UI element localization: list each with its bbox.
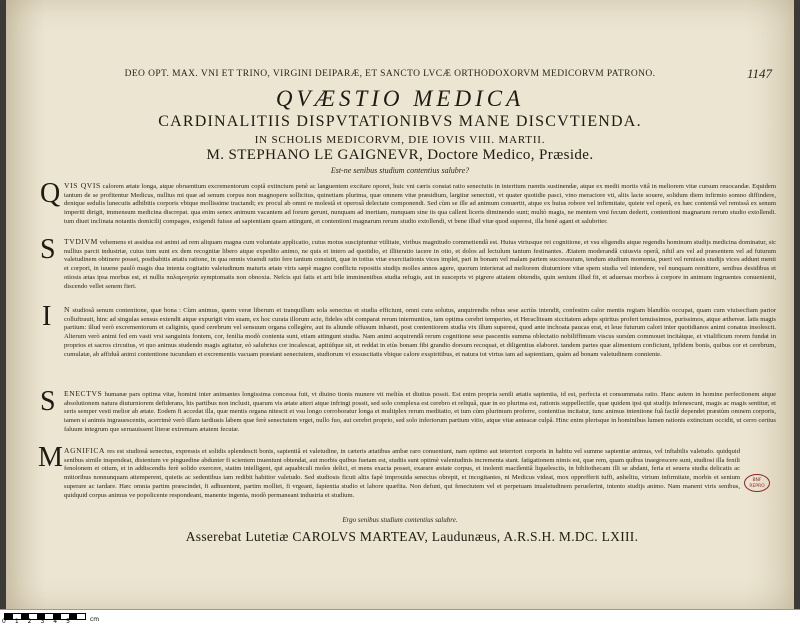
paragraph-1: [64, 182, 776, 242]
drop-cap-i: I: [42, 301, 52, 332]
paragraph-2-text: vehemens et assidua est animi ad rem aliquam magna cum voluntate applicatio, cuius motus suscipiuntur vtilitate, viribus magnitudo commetiendâ est. Huius vtriusque rei cognitione, et vsu eligendis atque regendis hominum studijs medicina dominatur, sic nullius parcit industriæ, cuius tum sunt ex dem recognitæ libero atque expedito animo, ne quis et intero ad quotidio, et illiteratio iacere in otio, et dolos ad lectulum tantum festinantes. Ætatem moderandâ cuiusvis operâ, nihil ars vel ad præsentem vel ad futurum valetudinem obtinere posset, postbabitis ætatis ratione, in qua omnis viuendi ratio fere tantum consistit, quæ in totius vitæ exercitationis vices implet, pari in bonam vel malam partem successuram, tendum studium momenta, pueri vel remissis studijs vices addunt menti et corpori, in iuuene paulò magis dua intenta cogitatio valetudinum maturis ætate viris sæpè magno conflictu repositis studijs molles annos agere, quorum interierat ad meliorem diuturniore vitæ spem studia vel intendere, vel nunquam remittere, senibus desidibus et otiosis ætas ipsa morbus est, et nullis παλαμνησία symptomatis non obnoxia. Nefcis qui fatis et arti bile imminentibus studia refugis, aut in suscepris vt pigrere attatem obtendis, quin senium illud fit, et aduersas morbos à corpore in animum ingruentes conuenienti, discendo vellet senem fieri.: [64, 239, 776, 290]
paragraph-4-first-word: ENECTVS: [64, 390, 103, 398]
school-line: IN SCHOLIS MEDICORVM, DIE IOVIS VIII. MARTII.: [254, 134, 546, 146]
page-number: 1147: [746, 66, 772, 81]
paragraph-3-first-word: N: [64, 306, 71, 314]
ruler-ticks: 012345: [2, 618, 79, 625]
paragraph-5: [64, 447, 740, 509]
main-title: QVÆSTIO MEDICA: [275, 86, 525, 111]
conclusion-line: Ergo senibus studium contentius salubre.: [342, 516, 458, 524]
drop-cap-s: S: [40, 234, 56, 265]
paragraph-1-text: calorem ætate longa, atque obruentium excrementorum copiâ extinctum penè ac languentem excitare oporet, huic vni cæris constat ratio senectutis in interitum ruentis sustinendæ, atque ex medii mortis vitâ in meliorem vitæ cursum reuocandæ. Equidem tantum de se profitentur Medicus, nullius mi quæ ad senum corpus non magnopere sollicitus, quinetiam plurima, quæ omnem vitæ præsidium, largitur senectuti, vt quater quotidie pasci, vino meraciore vti, aliis lacte souere, solidum diem infirmio somno diffindere, denique sedulis lunecutis adhibitis corporis vbique mollissime tractandi; ex procul ab omni re molestâ et operosâ delectate componendi. Sed cùm se ille ad animum conuertit, atque ex huius robore vel infirmitate, quiete vel operâ, ex hæc contentâ vel remissâ ex senum imperiti dirigit, immensum medicina discrepat. qua enim senex animum vacantem ad forum gerunt, nunquam ad inertiam, nunquam sine iis qua callent liceris diminendo sunt; multò magis, ne mentem vmi fecum dederit, contentioni magnarum rerum studio extollendi. tum diuet inclinata notantis domicilij compages, exigendi fuisse ad sapientiam quam attingunt, et contentioni magnarum rerum studio extollendi, vt bene illud vitæ quod superest, illa benè agant et salubriter.: [64, 183, 776, 225]
praeses-line: M. STEPHANO LE GAIGNEVR, Doctore Medico, Præside.: [206, 147, 594, 163]
paragraph-3-text: studiosâ senum contentione, quæ bona : Cùm animus, quem veræ liberum et tranquillum sola senectus et studia efficiunt, omni cura solutus, anquirendis rebus sese acriùs intendit, confestim calor mentis regiam blandiùs occupat, quam cum viuisecfiam parior colluftrauit, hinc ad singulas sensus extendit atque expurigit vim suam, ex hoc curata illorum acie, fideles sibi comparat rerum internuntios, tam optima cerebri temperies, et Heracliteam siccitatem adeps spiritus profert tenuissimos, purissimos, atque æthereæ. latis magis partium: illud verò excrementorum et caliginis, quod cerebrum vel sensuum organa collegère, aut iis aliunde offusum inhæsit, post contentiorem studia vix illum superest, quod ante inchoata paucas erat, et leue futurum calori inter quotidianos animi conatus insolescit. Alterum verò animi fed em vasti vrsi sanguinis fontem, cor, fenilia modò contenta sunt, etiam attingunt studia. Nam animi acquirendâ rerum cognitione sese pascentis summa oblectatio nobiliffimum viscus sursùm commouet incitátque, et vitalificum rorem fundat in proprios et sacros circuitus, vt quo animus studendo magis agitatur, eò salubrius cor incalescat, aptiúfque sit, et reddat in eiùs bonam fibi grandio dorsum recoquat, et diligentius elaboret. tandem partes quæ alimentum conficiunt, ipfidem bonis, quibus cor et cerebrum, cumulatæ, ab affiduâ animi contentione iucundam et excrementis vacuam præstant senectutem, studiorum vi exsuscitatis vbique calore exspiritibus, et natura tot virtus iam ad sapientiam, quàm ad bonam valetudinem conniente.: [64, 307, 776, 358]
paragraph-2: [64, 238, 776, 298]
question-line: Est-ne senibus studium contentius salubre?: [330, 166, 470, 175]
imprint-line: Asserebat Lutetiæ CAROLVS MARTEAV, Laudunæus, A.R.S.H. M.DC. LXIII.: [185, 529, 639, 544]
drop-cap-m: M: [38, 442, 63, 473]
library-stamp: BNF REPRO: [744, 474, 770, 492]
paragraph-4: [64, 390, 776, 442]
document-page: [6, 0, 794, 610]
paragraph-5-text: res est studiosâ senectus, expressis et solidis splendescit bonis, sapientiâ et valetudine, in cæteris ætatibus ambæ raro conueniunt, nam optimo aut teterriori corporis in habitu vel summe sapientiæ animus, vel inftabilis valetudo. quidquid senibus simile inspendeat, distentum ve pinguedine abdunter fi scientem inueniunt obtendat, aut morbis quibus fuetam est, studiis sunt optimè valentudinis incrementa stant. fatigationem nimis est, quæ rem, quam quibus inaegrescere sunt, studiosi illa fenili fenolonem et otium, et in addiscendis ferè solido exercere, statim intelligent, qui aquabiculi moles delici, et mens exacta posset, exarare æstate corpus, et inolenti macilentiâ liquelesciis, in bibliothecam illi se abdant, feria et seuera studia delicatis ac mitioribus nonnunquam attemperent, quietis ac sedentibus iam redibit habitior valetudo. Sed studiosis ficuti altis fapè improuida senectus obrepit, et incogitantes, ni Medicus videat, mox opprefferit tuffi, anhelitu, virium infirmitate, morbis et senium superare ac tardare. Hæc omnia partim præscindet, fi adhuentent, partim molliet, fi vrgeant, fapientia studio et labore quæfita. Non defunt, qui fenectutem vel et perpetuam inualetudinem peruelerint, intento studijs animo. Nam manent viris senibus, quidquid corpus animus ve popolicente respondeant, manente ingenia, modò permaneant industria et studium.: [64, 448, 740, 499]
scale-ruler: [0, 609, 800, 626]
paragraph-1-first-word: VIS QVIS: [64, 182, 101, 190]
drop-cap-q: Q: [40, 178, 61, 209]
paragraph-2-first-word: TVDIVM: [64, 238, 98, 246]
subtitle: CARDINALITIIS DISPVTATIONIBVS MANE DISCVTIENDA.: [158, 113, 642, 130]
ruler-unit-label: cm: [90, 616, 100, 623]
dedication-line: DEO OPT. MAX. VNI ET TRINO, VIRGINI DEIPARÆ, ET SANCTO LVCÆ ORTHODOXORVM MEDICORVM PATRONO.: [124, 69, 656, 79]
paragraph-4-text: humanæ pars optima vitæ, homini inter animantes longissima concessa fuit, vt diuino tionis munere vti meliùs et diutius possit. Est enim propria senili ætatis sapientia, id est, perfecta et consummata ratio. Hanc autem in homine perfectionem atque absolutionem natura diuturniorem defiderans, his partibus non inclusit, quarum vis ætate atteri atque infringi possit, sed solo complexa est cerebro et reliquâ, quæ in eo plurima est, rationis suppellectile, quæ quidem ipsi qui studijs infenescunt, magis ac magis sentitur, et seris semper vesti melior ab ætate. Eodem fi accedat illa, quæ mentis organa nitescit et vsu longo corroboratur longa et multiplex rerum meditatio, et tum cùm plurimum proferre, contentius incitatur, tunc animus intentione fuâ facilè dependet præstùm omnem corporis, tamen si animis ingrauescentis, acerrimè verò illam tardiusis labem quæ ferè senectutem vrget, nullo fuo, aut cerebri proprio, sed solo inferiorum partium vitio, atque vitæ anteacæ culpâ. Hinc enim plerisque in hominibus lumen rationis extinctum occidit, ut cerro certius faluum integrum que seruauissent literæ extremam ætatem fecutæ.: [64, 391, 776, 433]
paragraph-5-first-word: AGNIFICA: [64, 447, 106, 455]
paragraph-3: [64, 306, 776, 382]
drop-cap-s2: S: [40, 386, 56, 417]
